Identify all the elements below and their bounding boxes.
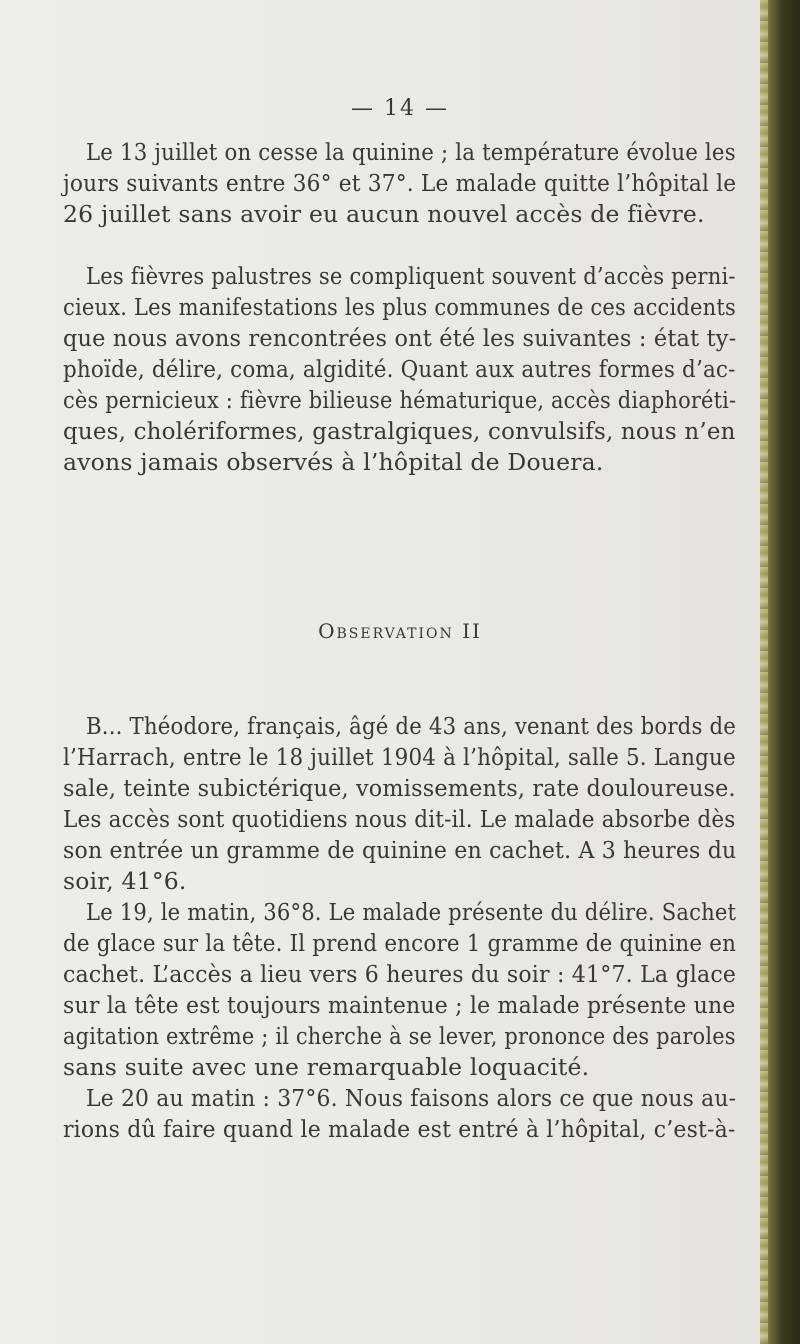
- text-line: Le 13 juillet on cesse la quinine ; la température évolue les: [86, 138, 736, 166]
- text-line: avons jamais observés à l’hôpital de Douera.: [63, 448, 604, 476]
- text-line: sur la tête est toujours maintenue ; le malade présente une: [63, 991, 736, 1019]
- text-line: B... Théodore, français, âgé de 43 ans, venant des bords de: [86, 712, 737, 740]
- section-heading: Observation II: [318, 619, 482, 643]
- page-number: — 14 —: [351, 96, 449, 121]
- text-line: cachet. L’accès a lieu vers 6 heures du soir : 41°7. La glace: [63, 960, 737, 988]
- text-line: ques, cholériformes, gastralgiques, convulsifs, nous n’en: [63, 417, 736, 445]
- text-line: cès pernicieux : fièvre bilieuse hématurique, accès diaphoréti-: [63, 386, 737, 414]
- text-line: sans suite avec une remarquable loquacité.: [63, 1053, 590, 1081]
- text-line: que nous avons rencontrées ont été les suivantes : état ty-: [63, 324, 737, 352]
- text-line: Le 20 au matin : 37°6. Nous faisons alors ce que nous au-: [86, 1084, 737, 1112]
- text-line: Les accès sont quotidiens nous dit-il. Le malade absorbe dès: [63, 805, 736, 833]
- text-line: jours suivants entre 36° et 37°. Le malade quitte l’hôpital le: [63, 169, 737, 197]
- page-edge: [760, 0, 800, 1344]
- text-line: l’Harrach, entre le 18 juillet 1904 à l’hôpital, salle 5. Langue: [63, 743, 736, 771]
- text-line: phoïde, délire, coma, algidité. Quant aux autres formes d’ac-: [63, 355, 736, 383]
- text-line: cieux. Les manifestations les plus communes de ces accidents: [63, 293, 736, 321]
- text-line: soir, 41°6.: [63, 867, 187, 895]
- text-line: sale, teinte subictérique, vomissements, rate douloureuse.: [63, 774, 736, 802]
- text-line: son entrée un gramme de quinine en cachet. A 3 heures du: [63, 836, 737, 864]
- text-line: 26 juillet sans avoir eu aucun nouvel accès de fièvre.: [63, 200, 705, 228]
- text-line: Les fièvres palustres se compliquent souvent d’accès perni-: [86, 262, 736, 290]
- text-line: Le 19, le matin, 36°8. Le malade présente du délire. Sachet: [86, 898, 737, 926]
- text-line: agitation extrême ; il cherche à se lever, prononce des paroles: [63, 1022, 736, 1050]
- text-line: rions dû faire quand le malade est entré à l’hôpital, c’est-à-: [63, 1115, 736, 1143]
- text-line: de glace sur la tête. Il prend encore 1 gramme de quinine en: [63, 929, 737, 957]
